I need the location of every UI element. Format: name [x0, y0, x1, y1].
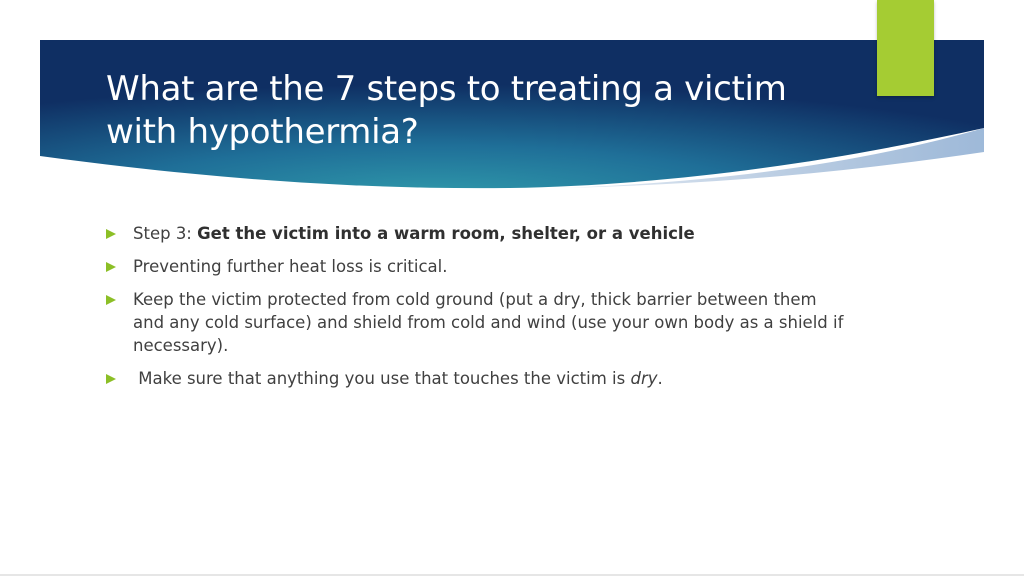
- bullet-bold-text: Get the victim into a warm room, shelter, or a vehicle: [197, 224, 695, 243]
- bullet-prefix: Step 3:: [133, 224, 198, 243]
- bullet-italic-text: dry: [630, 369, 658, 388]
- bullet-text: Preventing further heat loss is critical.: [133, 257, 448, 276]
- triangle-arrow-icon: [106, 295, 116, 305]
- slide-title: What are the 7 steps to treating a victim with hypothermia?: [106, 69, 787, 152]
- bullet-item: [104, 367, 844, 390]
- bullet-suffix: .: [657, 369, 663, 388]
- bullet-item: [104, 255, 844, 278]
- bullet-item: [104, 222, 844, 245]
- triangle-arrow-icon: [106, 229, 116, 239]
- accent-tab: [877, 0, 934, 96]
- triangle-arrow-icon: [106, 374, 116, 384]
- bullet-text: Keep the victim protected from cold ground (put a dry, thick barrier between them and any cold surface) and shield from cold and wind (use your own body as a shield if necessary).: [133, 290, 844, 355]
- bullet-list: [104, 222, 844, 400]
- triangle-arrow-icon: [106, 262, 116, 272]
- bullet-text: Make sure that anything you use that touches the victim is: [133, 369, 631, 388]
- bullet-item: [104, 288, 844, 357]
